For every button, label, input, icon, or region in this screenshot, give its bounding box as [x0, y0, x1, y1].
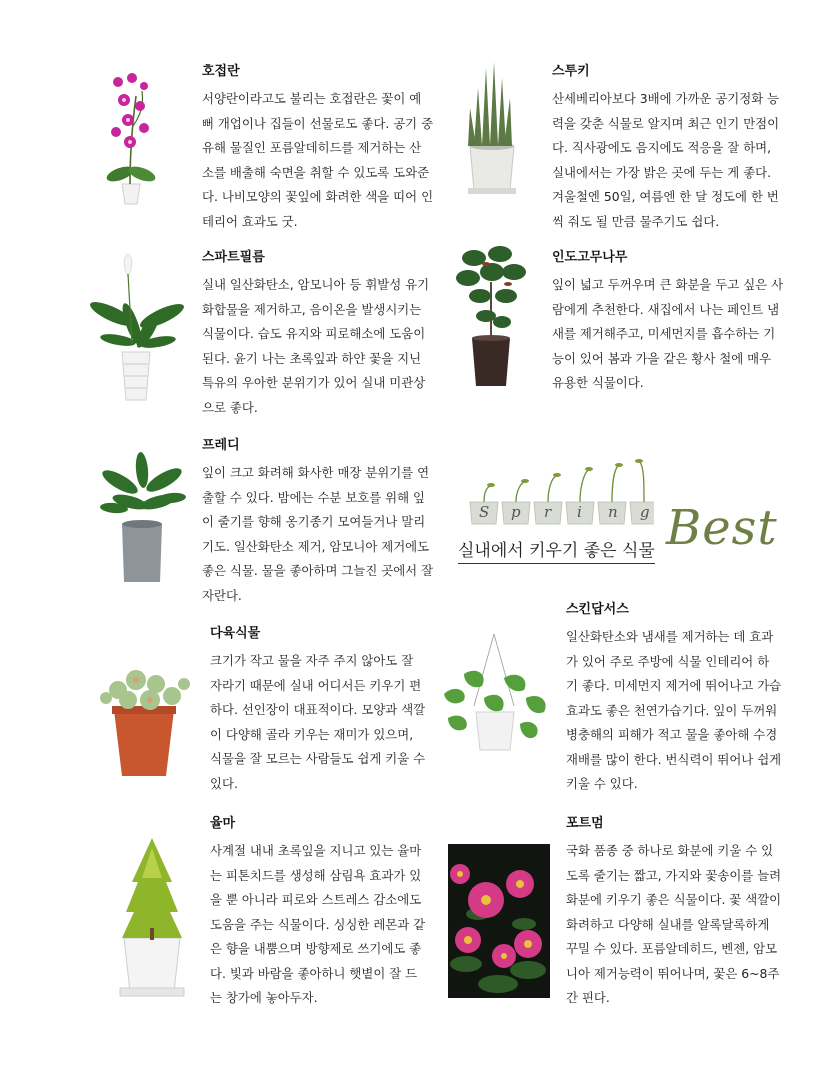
- plant-name: 호접란: [202, 64, 240, 79]
- spathiphyllum-image: [88, 244, 188, 404]
- plant-entry-scindapsus: [566, 598, 796, 797]
- orchid-image: [100, 66, 162, 206]
- plant-name: 포트멈: [566, 816, 604, 831]
- spring-letter: i: [577, 503, 582, 521]
- succulent-image: [96, 664, 194, 780]
- plant-description: 일산화탄소와 냄새를 제거하는 데 효과 가 있어 주로 주방에 식물 인테리어 하 기 좋다. 미세먼지 제거에 뛰어나고 가습 효과도 좋은 천연가습기다. 잎이 두꺼워 병충해의 피해가 적고 물을 좋아해 수경 재배를 많이 한다. 번식력이 뛰어나 쉽게 키울 수 있다.: [566, 629, 782, 791]
- spring-letter: p: [511, 503, 521, 521]
- plant-description: 실내 일산화탄소, 암모니아 등 휘발성 유기 화합물을 제거하고, 음이온을 발생시키는 식물이다. 습도 유지와 피로해소에 도움이 된다. 윤기 나는 초록잎과 하얀 꽃을 지닌 특유의 우아한 분위기가 있어 실내 미관상 으로 좋다.: [202, 277, 430, 415]
- pot-mum-image: [448, 844, 550, 998]
- plant-description: 국화 품종 중 하나로 화분에 키울 수 있 도록 줄기는 짧고, 가지와 꽃송이를 늘려 화분에 키우기 좋은 식물이다. 꽃 색깔이 화려하고 다양해 실내를 알록달록하게 꾸밀 수 있다. 포름알데히드, 벤젠, 암모 니아 제거능력이 뛰어나며, 꽃은 6~8주 간 핀다.: [566, 843, 782, 1005]
- banner-title: 실내에서 키우기 좋은 식물: [458, 536, 655, 564]
- plant-name: 율마: [210, 816, 236, 831]
- plant-entry-spathiphyllum: [202, 246, 442, 420]
- plant-entry-wilma: [210, 812, 440, 1011]
- plant-description: 산세베리아보다 3배에 가까운 공기정화 능 력을 갖춘 식물로 알지며 최근 인기 만점이 다. 직사광에도 음지에도 적응을 잘 하며, 실내에서는 가장 밝은 곳에 두는 게 좋다. 겨울철엔 50일, 여름엔 한 달 정도에 한 번 씩 줘도 될 만큼 물주기도 쉽다.: [552, 91, 780, 229]
- plant-description: 잎이 크고 화려해 화사한 매장 분위기를 연 출할 수 있다. 밤에는 수분 보호를 위해 잎 이 줄기를 향해 옹기종기 모여들거나 말리 기도. 일산화탄소 제거, 암모니아 제거에도 좋은 식물. 물을 좋아하며 그늘진 곳에서 잘 자란다.: [202, 465, 434, 603]
- plant-name: 다육식물: [210, 626, 261, 641]
- plant-entry-succulent: [210, 622, 440, 796]
- plant-description: 사계절 내내 초록잎을 지니고 있는 율마 는 피톤치드를 생성해 삼림욕 효과가 있 을 뿐 아니라 피로와 스트레스 감소에도 도움을 주는 식물이다. 싱싱한 레몬과 같 은 향을 내뿜으며 방향제로 쓰기에도 좋 다. 빛과 바람을 좋아하니 햇볕이 잘 드 는 창가에 놓아두자.: [210, 843, 426, 1005]
- scindapsus-image: [434, 634, 554, 758]
- spring-letter: g: [640, 503, 650, 521]
- plant-description: 크기가 작고 물을 자주 주지 않아도 잘 자라기 때문에 실내 어디서든 키우기 편 하다. 선인장이 대표적이다. 모양과 색깔 이 다양해 골라 키우는 재미가 있으며, 식물을 잘 모르는 사람들도 쉽게 키울 수 있다.: [210, 653, 426, 791]
- spring-letter: r: [544, 503, 552, 521]
- freddie-image: [100, 452, 190, 584]
- plant-entry-rubber-tree: [552, 246, 792, 396]
- rubber-tree-image: [452, 242, 532, 388]
- plant-description: 서양란이라고도 불리는 호접란은 꽃이 예 뻐 개업이나 집들이 선물로도 좋다. 공기 중 유해 물질인 포름알데히드를 제거하는 산 소를 배출해 숙면을 취할 수 있도록 도와준 다. 나비모양의 꽃잎에 화려한 색을 띠어 인 테리어 효과도 굿.: [202, 91, 434, 229]
- best-script-text: Best: [666, 500, 778, 556]
- spring-letter: n: [608, 503, 618, 521]
- wilma-image: [114, 832, 190, 1000]
- plant-name: 스투키: [552, 64, 590, 79]
- plant-name: 인도고무나무: [552, 250, 628, 265]
- plant-entry-pot-mum: [566, 812, 796, 1011]
- plant-description: 잎이 넓고 두꺼우며 큰 화분을 두고 싶은 사 람에게 추천한다. 새집에서 나는 페인트 냄 새를 제거해주고, 미세먼지를 흡수하는 기 능이 있어 봄과 가을 같은 황사 철에 매우 유용한 식물이다.: [552, 277, 784, 390]
- spring-best-banner: [452, 456, 782, 568]
- plant-entry-stucky: [552, 60, 792, 234]
- plant-entry-phalaenopsis: [202, 60, 442, 234]
- plant-entry-freddie: [202, 434, 442, 608]
- spring-letters: [464, 502, 660, 524]
- plant-name: 스파트필름: [202, 250, 265, 265]
- plant-name: 스킨답서스: [566, 602, 629, 617]
- spring-letter: S: [479, 503, 490, 521]
- stucky-image: [460, 58, 524, 198]
- plant-name: 프레디: [202, 438, 240, 453]
